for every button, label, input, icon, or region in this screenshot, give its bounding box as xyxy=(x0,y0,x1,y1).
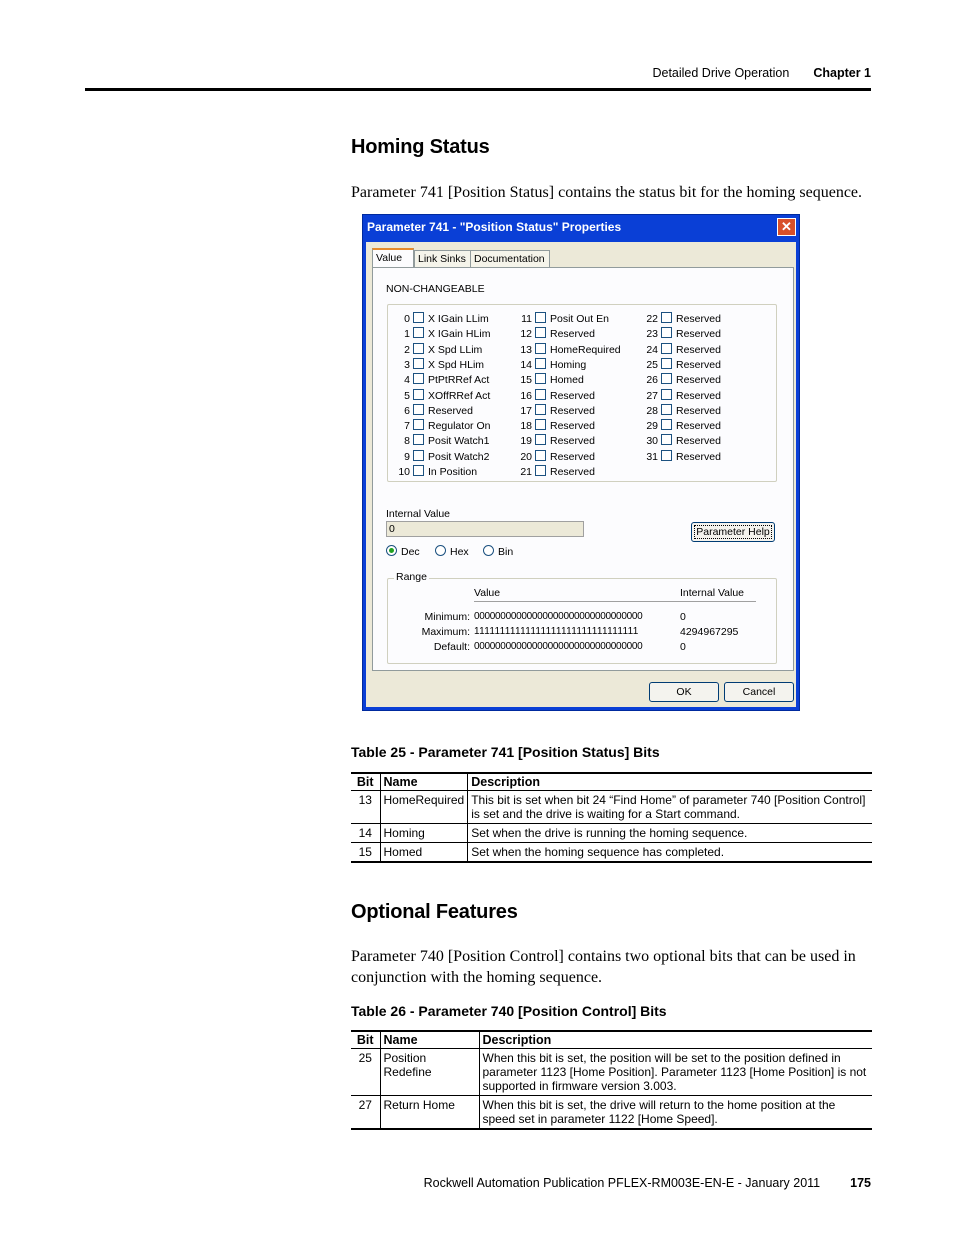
bit-number: 28 xyxy=(646,404,658,417)
range-col-internal: Internal Value xyxy=(680,587,745,599)
bit-checkbox-item xyxy=(636,373,721,387)
mode-label: NON-CHANGEABLE xyxy=(386,283,485,295)
bit-checkbox-item xyxy=(388,327,490,341)
checkbox-icon xyxy=(661,404,672,415)
table25-bit: 13 xyxy=(351,791,380,824)
header-section: Detailed Drive Operation xyxy=(652,66,790,80)
bit-number: 31 xyxy=(646,450,658,463)
table26-bit: 25 xyxy=(351,1049,380,1096)
checkbox-icon xyxy=(535,373,546,384)
table25-header-name: Name xyxy=(380,773,468,791)
parameter-dialog xyxy=(362,214,800,711)
bit-label: HomeRequired xyxy=(550,343,621,356)
bits-list xyxy=(388,305,776,481)
checkbox-icon xyxy=(535,434,546,445)
table25-header-bit: Bit xyxy=(351,773,380,791)
table26-description: When this bit is set, the position will be set to the position defined in parameter 1123 [Home Position]. Parameter 1123 [Home Position] is not supported in firmware version 3.003. xyxy=(479,1049,872,1096)
bit-label: Reserved xyxy=(676,343,721,356)
checkbox-icon xyxy=(413,465,424,476)
checkbox-icon xyxy=(661,358,672,369)
range-min-value: 00000000000000000000000000000000 xyxy=(474,611,643,622)
bit-number: 30 xyxy=(646,435,658,448)
bit-checkbox-item xyxy=(636,404,721,418)
radio-dec-icon xyxy=(386,545,397,556)
bit-checkbox-item xyxy=(510,434,595,448)
bit-number: 8 xyxy=(404,435,410,448)
radix-hex[interactable] xyxy=(435,545,469,558)
header-rule xyxy=(85,88,871,91)
table-row xyxy=(351,1096,872,1130)
bit-label: Reserved xyxy=(676,389,721,402)
checkbox-icon xyxy=(535,343,546,354)
bit-checkbox-item xyxy=(510,419,595,433)
bit-label: X IGain HLim xyxy=(428,328,491,341)
bit-checkbox-item xyxy=(388,434,489,448)
bit-label: Reserved xyxy=(676,450,721,463)
bit-label: Reserved xyxy=(676,435,721,448)
bit-label: Reserved xyxy=(676,358,721,371)
bit-number: 9 xyxy=(404,450,410,463)
checkbox-icon xyxy=(413,389,424,400)
tab-documentation[interactable]: Documentation xyxy=(470,250,550,267)
bits-group xyxy=(387,304,777,482)
bit-number: 2 xyxy=(404,343,410,356)
bit-number: 14 xyxy=(520,358,532,371)
range-max-label: Maximum: xyxy=(421,626,470,638)
bit-number: 13 xyxy=(520,343,532,356)
bit-checkbox-item xyxy=(636,419,721,433)
bit-label: Reserved xyxy=(676,313,721,325)
dialog-title: Parameter 741 - "Position Status" Properties xyxy=(367,220,622,234)
header-chapter: Chapter 1 xyxy=(813,66,871,80)
table25-name: Homed xyxy=(380,843,468,863)
bit-checkbox-item xyxy=(636,327,721,341)
bit-label: X Spd LLim xyxy=(428,343,483,356)
bit-checkbox-item xyxy=(636,343,721,357)
table26-header-description: Description xyxy=(479,1031,872,1049)
checkbox-icon xyxy=(535,312,546,323)
table-row xyxy=(351,824,872,843)
radix-bin-label: Bin xyxy=(498,546,514,558)
bit-checkbox-item xyxy=(510,358,586,372)
table-row xyxy=(351,791,872,824)
table26-description: When this bit is set, the drive will return to the home position at the speed set in parameter 1122 [Home Speed]. xyxy=(479,1096,872,1130)
bit-number: 10 xyxy=(398,466,410,478)
bit-checkbox-item xyxy=(388,343,482,357)
tab-link-sinks[interactable]: Link Sinks xyxy=(414,250,473,267)
bit-number: 29 xyxy=(646,420,658,433)
bit-number: 3 xyxy=(404,358,410,371)
table25-caption: Table 25 - Parameter 741 [Position Status] Bits xyxy=(351,744,660,760)
page-footer xyxy=(0,1176,871,1190)
checkbox-icon xyxy=(661,373,672,384)
bit-label: Reserved xyxy=(676,328,721,341)
bit-checkbox-item xyxy=(388,373,489,387)
bit-checkbox-item xyxy=(636,450,721,464)
checkbox-icon xyxy=(413,312,424,323)
bit-label: Posit Watch1 xyxy=(428,435,490,448)
bit-checkbox-item xyxy=(510,343,621,357)
table26-bit: 27 xyxy=(351,1096,380,1130)
range-default-internal: 0 xyxy=(680,641,686,653)
bit-checkbox-item xyxy=(636,434,721,448)
table26-name: Return Home xyxy=(380,1096,479,1130)
bit-number: 6 xyxy=(404,404,410,417)
bit-number: 18 xyxy=(520,420,532,433)
bit-checkbox-item xyxy=(388,450,489,464)
table26-header-bit: Bit xyxy=(351,1031,380,1049)
checkbox-icon xyxy=(413,419,424,430)
bit-number: 17 xyxy=(520,404,532,417)
bit-checkbox-item xyxy=(510,312,609,326)
range-default-label: Default: xyxy=(433,641,470,653)
bit-checkbox-item xyxy=(510,389,595,403)
bit-number: 23 xyxy=(646,328,658,341)
bit-label: Reserved xyxy=(550,328,595,341)
bit-number: 4 xyxy=(404,374,410,387)
bit-checkbox-item xyxy=(388,419,490,433)
footer-publication: Rockwell Automation Publication PFLEX-RM003E-EN-E - January 2011 xyxy=(423,1176,821,1190)
table26-name: Position Redefine xyxy=(380,1049,479,1096)
table25-description: Set when the homing sequence has completed. xyxy=(468,843,872,863)
radix-dec[interactable] xyxy=(386,545,420,558)
checkbox-icon xyxy=(535,450,546,461)
checkbox-icon xyxy=(661,312,672,323)
checkbox-icon xyxy=(413,358,424,369)
bit-checkbox-item xyxy=(510,465,595,479)
bit-number: 5 xyxy=(404,389,410,402)
bit-checkbox-item xyxy=(510,404,595,418)
range-min-internal: 0 xyxy=(680,611,686,623)
bit-label: Reserved xyxy=(550,466,595,478)
close-icon[interactable]: ✕ xyxy=(777,218,796,236)
checkbox-icon xyxy=(661,343,672,354)
range-label: Range xyxy=(396,571,427,583)
checkbox-icon xyxy=(413,373,424,384)
tab-page xyxy=(372,267,794,671)
radix-bin[interactable] xyxy=(483,545,513,558)
bit-label: Homing xyxy=(550,358,587,371)
radio-hex-icon xyxy=(435,545,446,556)
bit-number: 25 xyxy=(646,358,658,371)
table26 xyxy=(351,1030,872,1130)
checkbox-icon xyxy=(413,327,424,338)
bit-label: XOffRRef Act xyxy=(428,389,491,402)
table25-description: This bit is set when bit 24 “Find Home” of parameter 740 [Position Control] is set and the drive is waiting for a Start command. xyxy=(468,791,872,824)
bit-label: Reserved xyxy=(550,389,595,402)
bit-checkbox-item xyxy=(388,312,489,326)
bit-number: 26 xyxy=(646,374,658,387)
bit-checkbox-item xyxy=(388,465,477,479)
bit-number: 1 xyxy=(404,328,410,341)
internal-value-label: Internal Value xyxy=(386,508,451,520)
checkbox-icon xyxy=(413,450,424,461)
bit-label: Reserved xyxy=(676,404,721,417)
bit-label: Reserved xyxy=(550,450,595,463)
homing-status-body: Parameter 741 [Position Status] contains the status bit for the homing sequence. xyxy=(351,184,863,201)
table25-description: Set when the drive is running the homing sequence. xyxy=(468,824,872,843)
checkbox-icon xyxy=(535,358,546,369)
range-max-internal: 4294967295 xyxy=(680,626,739,638)
dialog-client xyxy=(366,242,796,707)
ok-button[interactable]: OK xyxy=(649,682,719,702)
bit-number: 15 xyxy=(520,374,532,387)
bit-checkbox-item xyxy=(636,389,721,403)
bit-label: Reserved xyxy=(550,435,595,448)
bit-label: Homed xyxy=(550,374,584,387)
checkbox-icon xyxy=(413,343,424,354)
checkbox-icon xyxy=(535,465,546,476)
bit-checkbox-item xyxy=(510,373,584,387)
radix-hex-label: Hex xyxy=(450,546,469,558)
table25-bit: 14 xyxy=(351,824,380,843)
bit-number: 0 xyxy=(404,313,410,325)
checkbox-icon xyxy=(535,389,546,400)
checkbox-icon xyxy=(661,389,672,400)
parameter-help-button[interactable]: Parameter Help xyxy=(691,522,775,542)
bit-label: PtPtRRef Act xyxy=(428,374,490,387)
bit-checkbox-item xyxy=(388,404,473,418)
cancel-button[interactable]: Cancel xyxy=(724,682,794,702)
bit-number: 12 xyxy=(520,328,532,341)
radio-bin-icon xyxy=(483,545,494,556)
bit-checkbox-item xyxy=(388,358,484,372)
bit-label: In Position xyxy=(428,466,478,478)
bit-number: 24 xyxy=(646,343,658,356)
table25 xyxy=(351,772,872,863)
bit-label: Reserved xyxy=(550,420,595,433)
checkbox-icon xyxy=(413,404,424,415)
range-col-value: Value xyxy=(474,587,501,599)
checkbox-icon xyxy=(535,419,546,430)
bit-number: 20 xyxy=(520,450,532,463)
bit-number: 16 xyxy=(520,389,532,402)
checkbox-icon xyxy=(661,419,672,430)
checkbox-icon xyxy=(661,434,672,445)
bit-label: X IGain LLim xyxy=(428,313,489,325)
bit-label: Reserved xyxy=(676,420,721,433)
bit-number: 22 xyxy=(646,313,658,325)
bit-number: 21 xyxy=(520,466,532,478)
checkbox-icon xyxy=(661,450,672,461)
range-divider xyxy=(474,601,756,602)
range-group xyxy=(387,571,777,664)
checkbox-icon xyxy=(413,434,424,445)
checkbox-icon xyxy=(535,404,546,415)
internal-value-field[interactable]: 0 xyxy=(386,521,584,537)
radix-dec-label: Dec xyxy=(401,546,420,558)
heading-homing-status: Homing Status xyxy=(351,136,490,158)
table25-name: HomeRequired xyxy=(380,791,468,824)
bit-checkbox-item xyxy=(636,358,721,372)
bit-checkbox-item xyxy=(388,389,490,403)
bit-label: X Spd HLim xyxy=(428,358,485,371)
checkbox-icon xyxy=(661,327,672,338)
range-default-value: 00000000000000000000000000000000 xyxy=(474,641,643,652)
tab-value[interactable]: Value xyxy=(372,248,414,269)
bit-label: Posit Watch2 xyxy=(428,450,490,463)
table25-name: Homing xyxy=(380,824,468,843)
table-row xyxy=(351,843,872,863)
table25-bit: 15 xyxy=(351,843,380,863)
bit-number: 19 xyxy=(520,435,532,448)
running-header xyxy=(0,66,871,80)
bit-number: 11 xyxy=(521,313,532,325)
bit-checkbox-item xyxy=(636,312,721,326)
bit-label: Reserved xyxy=(550,404,595,417)
heading-optional-features: Optional Features xyxy=(351,901,518,923)
table26-caption: Table 26 - Parameter 740 [Position Control] Bits xyxy=(351,1003,667,1019)
bit-label: Reserved xyxy=(676,374,721,387)
bit-number: 27 xyxy=(646,389,658,402)
bit-label: Regulator On xyxy=(428,420,491,433)
checkbox-icon xyxy=(535,327,546,338)
page-number: 175 xyxy=(850,1176,871,1190)
bit-checkbox-item xyxy=(510,450,595,464)
optional-features-body: Parameter 740 [Position Control] contains two optional bits that can be used in conjunction with the homing sequence. xyxy=(351,948,856,986)
table25-header-description: Description xyxy=(468,773,872,791)
table26-header-name: Name xyxy=(380,1031,479,1049)
range-max-value: 11111111111111111111111111111111 xyxy=(474,626,639,637)
table-row xyxy=(351,1049,872,1096)
bit-label: Posit Out En xyxy=(550,313,609,325)
bit-checkbox-item xyxy=(510,327,595,341)
bit-number: 7 xyxy=(404,420,410,433)
range-min-label: Minimum: xyxy=(424,611,470,623)
bit-label: Reserved xyxy=(428,404,473,417)
